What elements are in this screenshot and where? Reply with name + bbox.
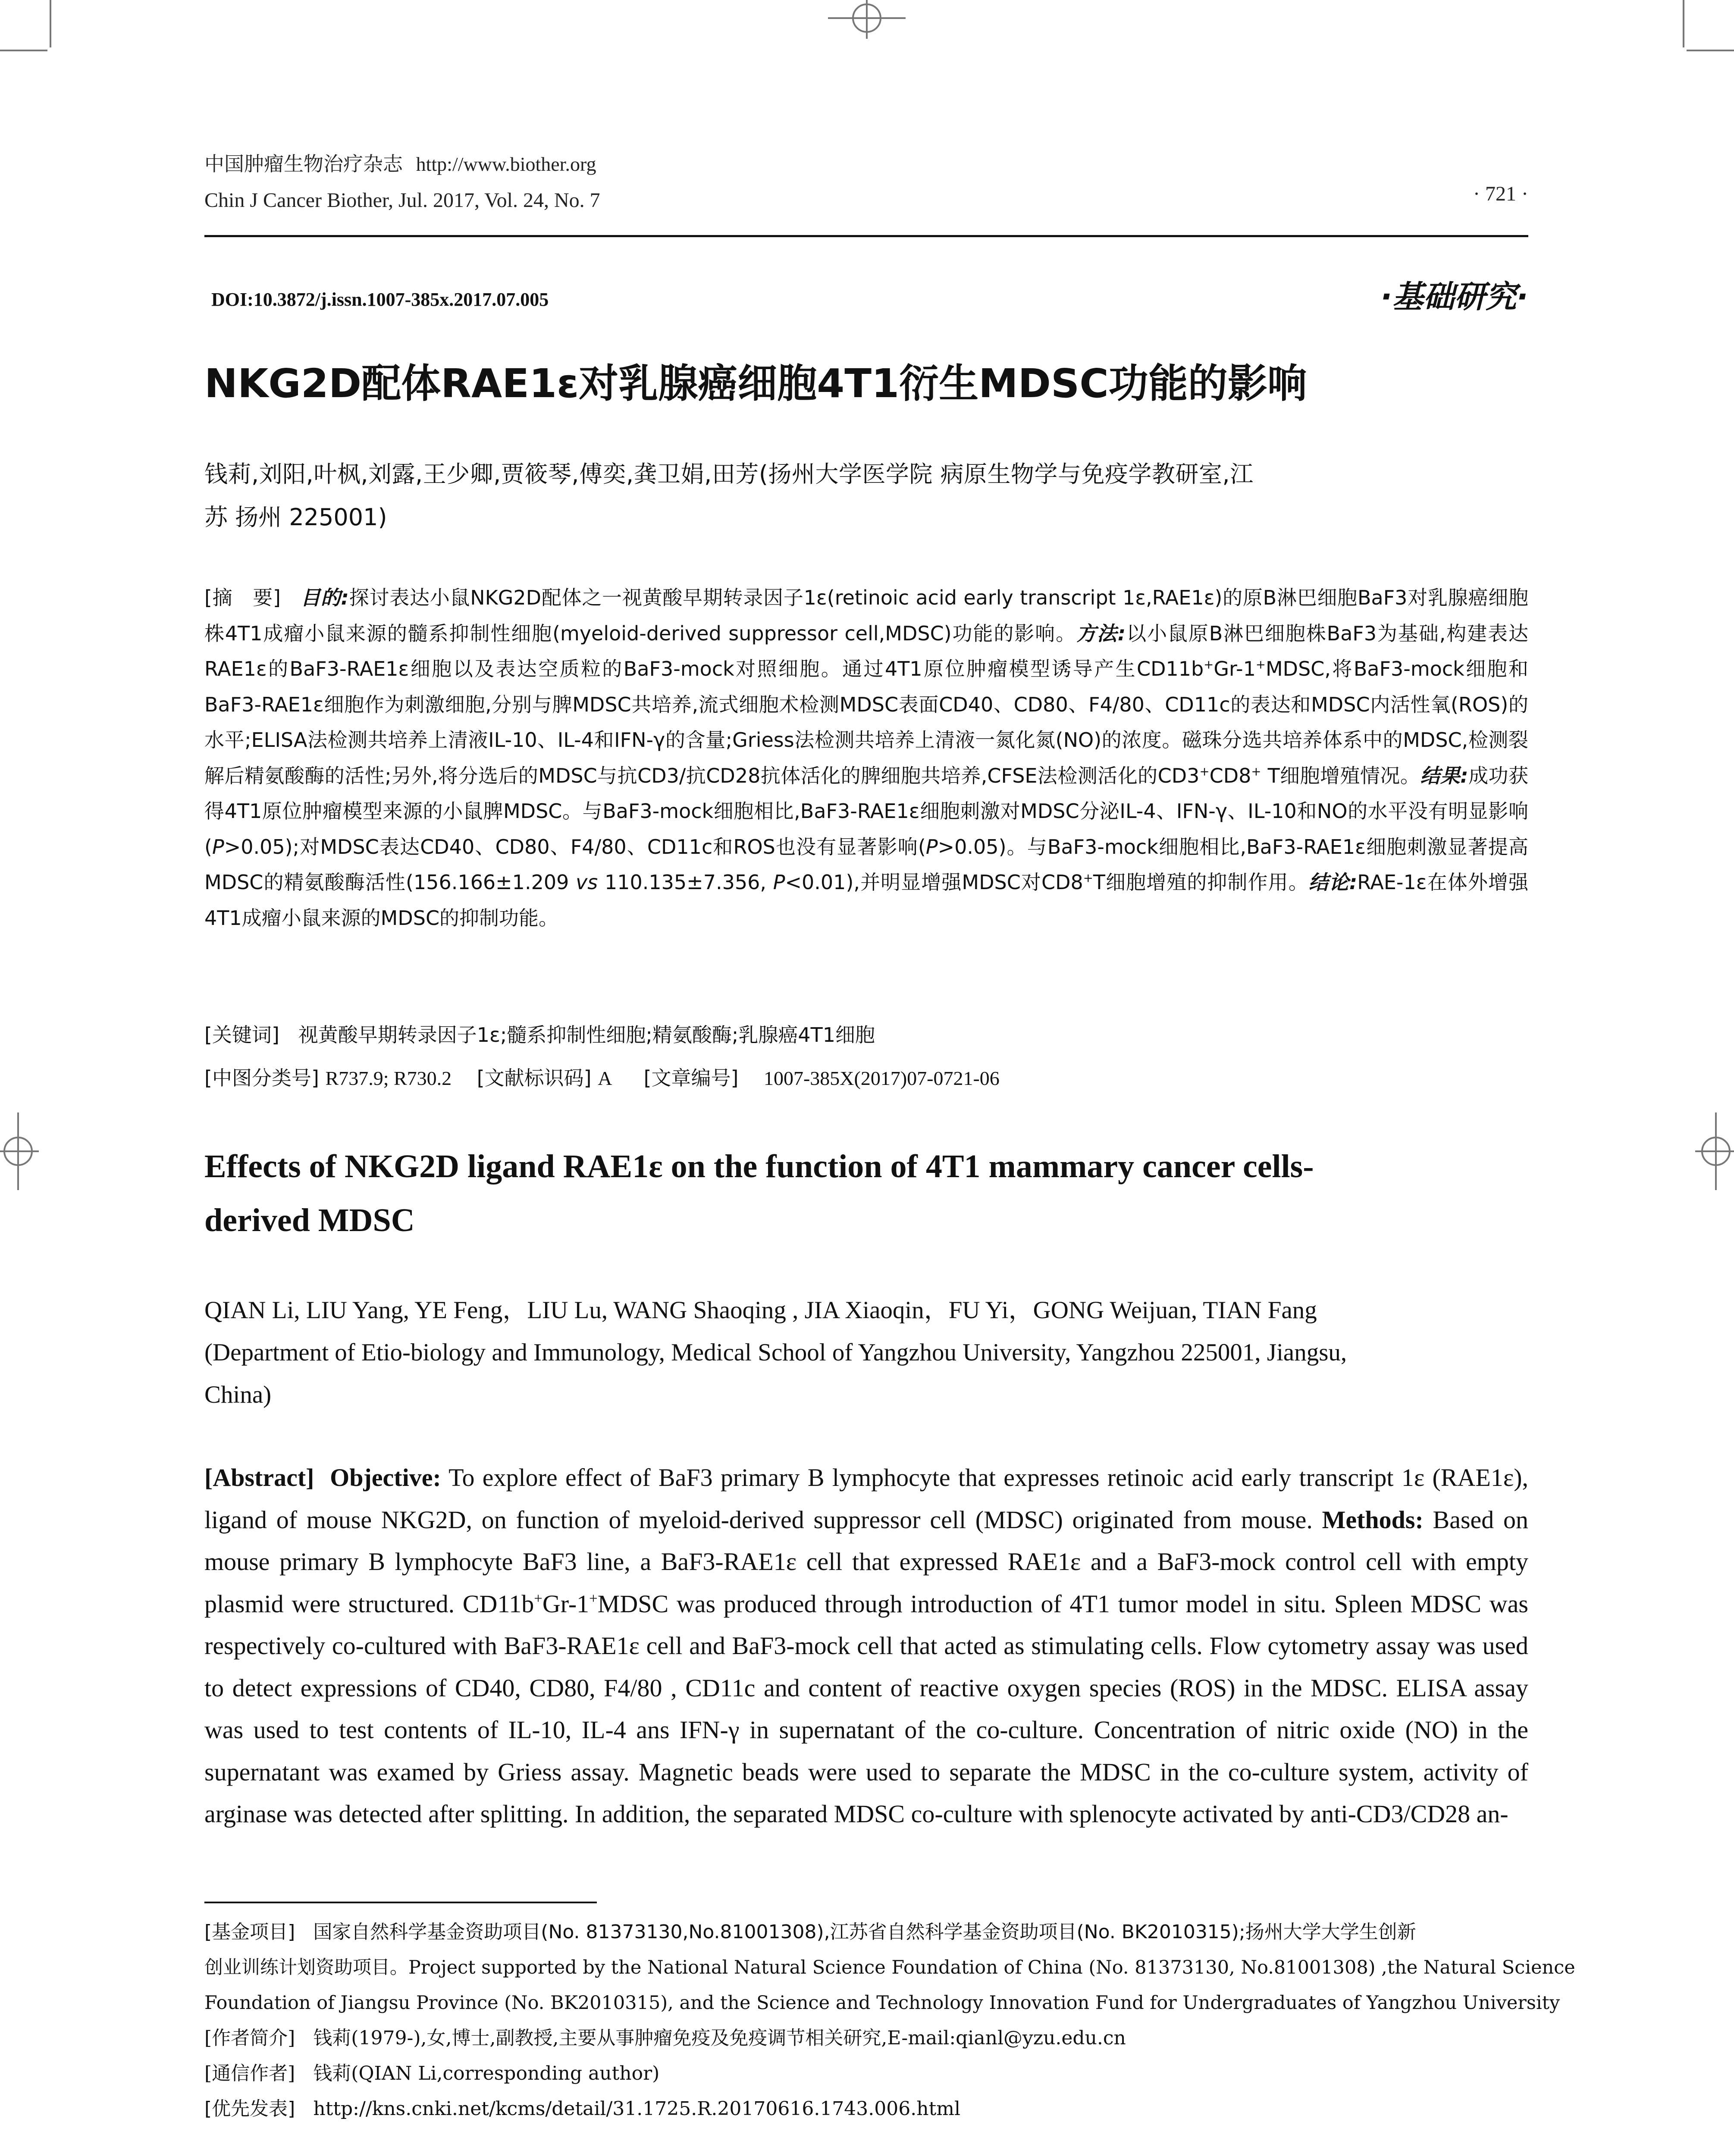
- abstract-cn-label: [摘 要]: [204, 586, 281, 609]
- results-cn-part-2: >0.05);对MDSC表达CD40、CD80、F4/80、CD11c和ROS也没有显著影响(: [224, 835, 926, 859]
- crop-mark-top-left-h: [0, 50, 47, 51]
- title-en-line-1: Effects of NKG2D ligand RAE1ε on the function of 4T1 mammary cancer cells-: [204, 1148, 1314, 1185]
- results-cn-part-1: 成功获得4T1原位肿瘤模型来源的小鼠脾MDSC。与BaF3-mock细胞相比,BaF3-RAE1ε细胞刺激对MDSC分泌IL-4、IFN-γ、IL-10和NO的水平没有明显影响(: [204, 764, 1529, 859]
- doi: DOI:10.3872/j.issn.1007-385x.2017.07.005: [211, 289, 549, 310]
- results-cn-part-3: >0.05)。与BaF3-mock细胞相比,BaF3-RAE1ε细胞刺激显著提高MDSC的精氨酸酶活性(156.166±1.209: [204, 835, 1529, 894]
- keywords-cn: [204, 1015, 875, 1054]
- methods-cn-part-2: Gr-1: [1213, 657, 1256, 680]
- results-cn-sup: +: [1083, 871, 1093, 885]
- section-tag: ·基础研究·: [1380, 279, 1528, 315]
- author-bio-text: 钱莉(1979-),女,博士,副教授,主要从事肿瘤免疫及免疫调节相关研究,E-mail:qianl@yzu.edu.cn: [313, 2027, 1126, 2049]
- footnote-fund-line-1: [204, 1915, 1528, 1950]
- results-cn-p-2: P: [925, 835, 938, 859]
- abstract-en-label: [Abstract]: [204, 1463, 314, 1492]
- methods-cn-sup-3: +: [1199, 764, 1210, 779]
- results-cn-vs: vs: [576, 871, 598, 894]
- classification-line: [204, 1059, 1000, 1098]
- methods-cn-part-4: CD8: [1209, 764, 1251, 787]
- methods-en-sup-2: +: [589, 1590, 598, 1607]
- running-header-cn: [204, 149, 596, 179]
- corresponding-text: 钱莉(QIAN Li,corresponding author): [313, 2062, 660, 2084]
- page-number: · 721 ·: [1473, 182, 1528, 205]
- clc-value: R737.9; R730.2: [325, 1067, 452, 1089]
- title-en-line-2: derived MDSC: [204, 1202, 415, 1238]
- authors-cn-line-2: 苏 扬州 225001): [204, 504, 387, 531]
- authors-cn-line-1: 钱莉,刘阳,叶枫,刘露,王少卿,贾筱琴,傅奕,龚卫娟,田芳(扬州大学医学院 病原生物学与免疫学教研室,江: [204, 461, 1254, 488]
- methods-en-part-3: MDSC was produced through introduction of 4T1 tumor model in situ. Spleen MDSC was respectively co-cultured with BaF3-RAE1ε cell and BaF3-mock cell that acted as stimulating cells. Flow cytometry assay was used to detect expressions of CD40, CD80, F4/80 , CD11c and content of reactive oxygen species (ROS) in the MDSC. ELISA assay was used to test contents of IL-10, IL-4 ans IFN-γ in supernatant of the co-culture. Concentration of nitric oxide (NO) in the supernatant was examed by Griess assay. Magnetic beads were used to separate the MDSC in the co-culture system, activity of arginase was detected after splitting. In addition, the separated MDSC co-culture with splenocyte activated by anti-CD3/CD28 an-: [204, 1589, 1528, 1828]
- objective-label-cn: 目的:: [301, 586, 349, 609]
- abstract-cn: [204, 580, 1528, 936]
- crop-mark-top-right-h: [1687, 50, 1734, 51]
- running-header-en: Chin J Cancer Biother, Jul. 2017, Vol. 24, No. 7: [204, 189, 600, 212]
- registration-mark-top-icon: [828, 0, 906, 39]
- methods-cn-sup-2: +: [1255, 657, 1266, 672]
- methods-label-en: Methods:: [1322, 1505, 1424, 1534]
- conclusion-cn: RAE-1ε在体外增强4T1成瘤小鼠来源的MDSC的抑制功能。: [204, 871, 1528, 930]
- registration-mark-right-icon: [1695, 1112, 1734, 1190]
- crop-mark-top-right-v: [1683, 0, 1684, 47]
- header-rule: [204, 235, 1528, 237]
- authors-en-line-1: QIAN Li, LIU Yang, YE Feng，LIU Lu, WANG Shaoqing , JIA Xiaoqin，FU Yi，GONG Weijuan, TIAN Fang: [204, 1297, 1317, 1324]
- methods-cn-part-3: MDSC,将BaF3-mock细胞和BaF3-RAE1ε细胞作为刺激细胞,分别与脾MDSC共培养,流式细胞术检测MDSC表面CD40、CD80、F4/80、CD11c的表达和MDSC内活性氧(ROS)的水平;ELISA法检测共培养上清液IL-10、IL-4和IFN-γ的含量;Griess法检测共培养上清液一氮化氮(NO)的浓度。磁珠分选共培养体系中的MDSC,检测裂解后精氨酸酶的活性;另外,将分选后的MDSC与抗CD3/抗CD28抗体活化的脾细胞共培养,CFSE法检测活化的CD3: [204, 657, 1528, 787]
- doc-code-value: A: [598, 1067, 612, 1089]
- footnote-corresponding: [204, 2056, 1528, 2091]
- corresponding-label: [通信作者]: [204, 2062, 295, 2084]
- conclusion-label-cn: 结论:: [1308, 871, 1358, 894]
- footnote-fund-line-2: 创业训练计划资助项目。Project supported by the National Natural Science Foundation of China (No. 81373130, No.81001308) ,the Natural Science: [204, 1957, 1575, 1978]
- keywords-cn-text: 视黄酸早期转录因子1ε;髓系抑制性细胞;精氨酸酶;乳腺癌4T1细胞: [298, 1023, 875, 1047]
- abstract-en: [204, 1457, 1528, 1835]
- footnote-rule: [204, 1902, 597, 1903]
- authors-en-line-3: China): [204, 1381, 272, 1408]
- methods-cn-sup-1: +: [1204, 657, 1214, 672]
- footnote-author-bio: [204, 2021, 1528, 2056]
- footnote-priority-publication: [204, 2091, 1528, 2127]
- methods-en-sup-1: +: [534, 1590, 542, 1607]
- objective-en: To explore effect of BaF3 primary B lymphocyte that expresses retinoic acid early transcript 1ε (RAE1ε), ligand of mouse NKG2D, on function of myeloid-derived suppressor cell (MDSC) originated from mouse.: [204, 1463, 1529, 1534]
- results-cn-p-3: P: [773, 871, 785, 894]
- article-number-label: [文章编号]: [643, 1066, 739, 1090]
- registration-mark-left-icon: [0, 1112, 39, 1190]
- article-number-value: 1007-385X(2017)07-0721-06: [763, 1067, 1000, 1089]
- priority-publication-link[interactable]: http://kns.cnki.net/kcms/detail/31.1725.R.20170616.1743.006.html: [313, 2098, 961, 2120]
- objective-cn: 探讨表达小鼠NKG2D配体之一视黄酸早期转录因子1ε(retinoic acid early transcript 1ε,RAE1ε)的原B淋巴细胞BaF3对乳腺癌细胞株4T1成瘤小鼠来源的髓系抑制性细胞(myeloid-derived suppressor cell,MDSC)功能的影响。: [204, 586, 1528, 645]
- journal-name-cn: 中国肿瘤生物治疗杂志: [204, 152, 403, 175]
- results-label-cn: 结果:: [1420, 764, 1468, 787]
- fund-label: [基金项目]: [204, 1921, 295, 1943]
- methods-label-cn: 方法:: [1076, 621, 1126, 645]
- priority-publication-label: [优先发表]: [204, 2098, 295, 2120]
- methods-cn-sup-4: +: [1251, 764, 1261, 779]
- objective-label-en: Objective:: [330, 1463, 441, 1492]
- doc-code-label: [文献标识码]: [477, 1066, 592, 1090]
- author-bio-label: [作者简介]: [204, 2027, 295, 2049]
- methods-cn-part-1: 以小鼠原B淋巴细胞株BaF3为基础,构建表达RAE1ε的BaF3-RAE1ε细胞以及表达空质粒的BaF3-mock对照细胞。通过4T1原位肿瘤模型诱导产生CD11b: [204, 621, 1528, 680]
- fund-text-line-1: 国家自然科学基金资助项目(No. 81373130,No.81001308),江苏省自然科学基金资助项目(No. BK2010315);扬州大学大学生创新: [313, 1921, 1416, 1943]
- clc-label: [中图分类号]: [204, 1066, 319, 1090]
- methods-cn-part-5: T细胞增殖情况。: [1261, 764, 1420, 787]
- authors-en-line-2: (Department of Etio-biology and Immunology, Medical School of Yangzhou University, Yangzhou 225001, Jiangsu,: [204, 1339, 1347, 1366]
- results-cn-part-4: 110.135±7.356,: [598, 871, 773, 894]
- results-cn-p-1: P: [212, 835, 224, 859]
- footnote-fund-line-3: Foundation of Jiangsu Province (No. BK2010315), and the Science and Technology Innovation Fund for Undergraduates of Yangzhou University: [204, 1992, 1560, 2014]
- keywords-cn-label: [关键词]: [204, 1023, 279, 1047]
- results-cn-part-5: <0.01),并明显增强MDSC对CD8: [785, 871, 1083, 894]
- title-cn: NKG2D配体RAE1ε对乳腺癌细胞4T1衍生MDSC功能的影响: [204, 360, 1307, 407]
- crop-mark-top-left-v: [50, 0, 51, 47]
- journal-url: http://www.biother.org: [416, 153, 596, 175]
- results-cn-part-6: T细胞增殖的抑制作用。: [1093, 871, 1309, 894]
- methods-en-part-1: Based on mouse primary B lymphocyte BaF3 line, a BaF3-RAE1ε cell that expressed RAE1ε and a BaF3-mock control cell with empty plasmid were structured. CD11b: [204, 1505, 1528, 1618]
- methods-en-part-2: Gr-1: [542, 1589, 589, 1618]
